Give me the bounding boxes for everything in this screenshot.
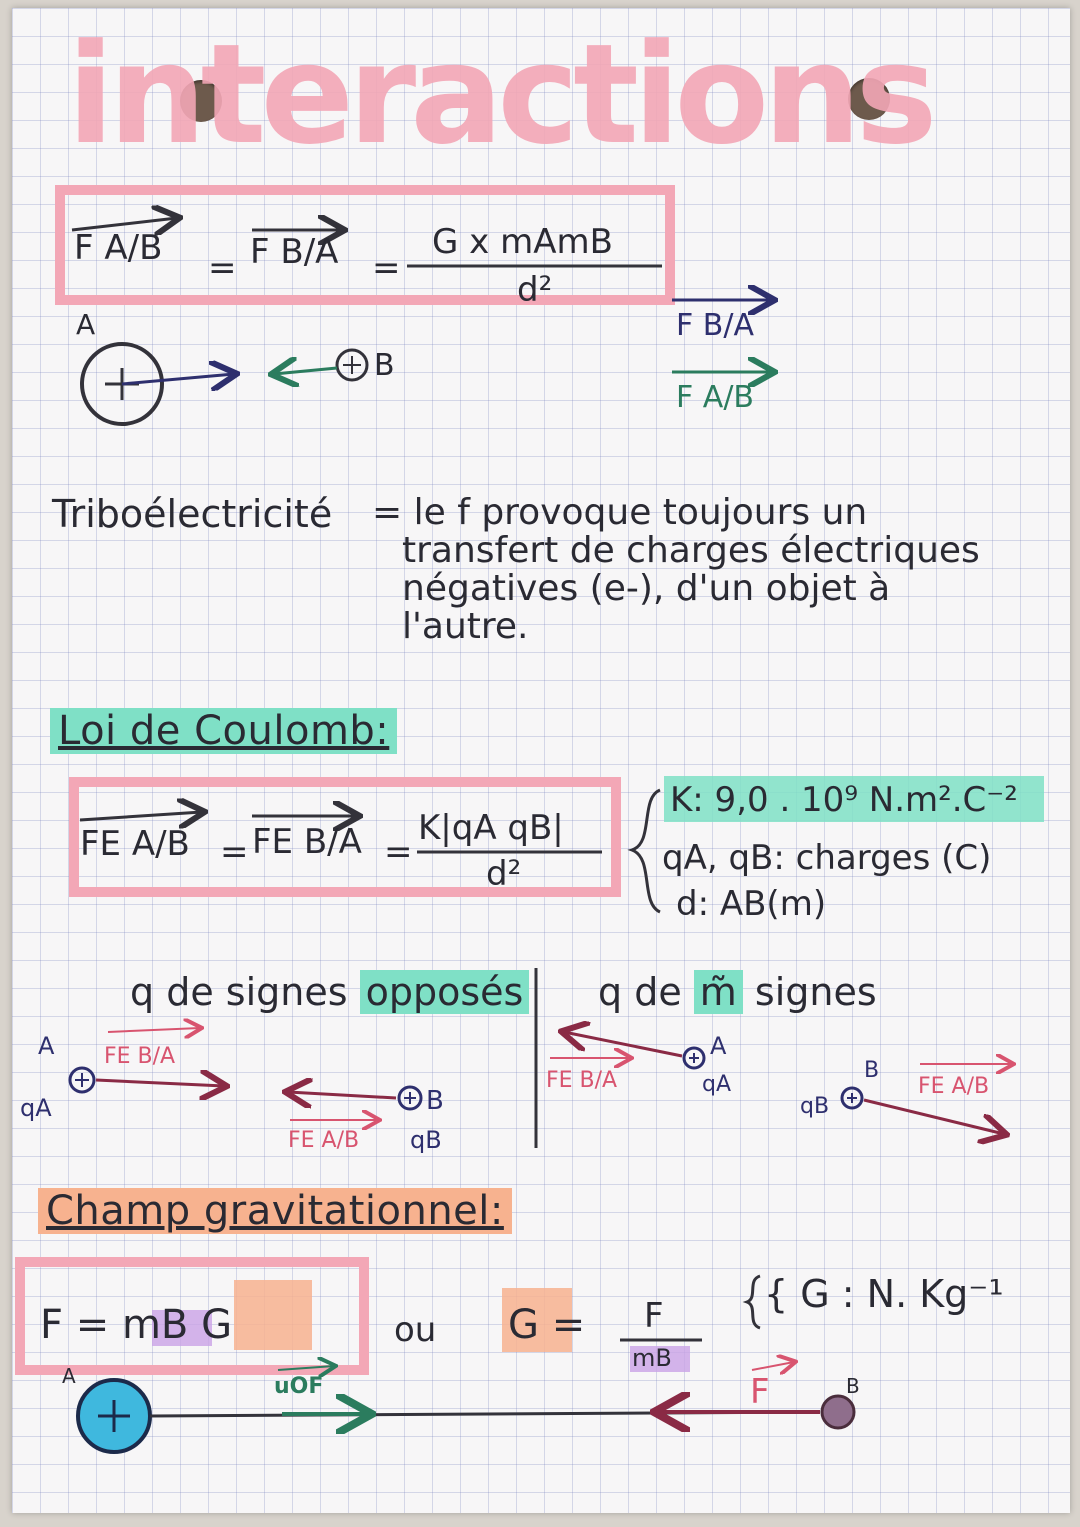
opp-label-b: B	[426, 1086, 444, 1116]
field-unit: { G : N. Kg⁻¹	[764, 1272, 1004, 1316]
tribo-line4: l'autre.	[402, 606, 529, 647]
notebook-page	[12, 8, 1070, 1513]
same-title-highlight: m̃	[694, 970, 743, 1014]
same-label-feba: FE B/A	[546, 1068, 618, 1093]
coulomb-def-d: d: AB(m)	[676, 884, 827, 924]
grav-fba-label: F B/A	[250, 232, 339, 272]
opp-label-a: A	[38, 1032, 55, 1060]
tribo-line3: négatives (e-), d'un objet à	[402, 568, 891, 609]
vector-arrow-feab	[80, 812, 202, 820]
same-label-qa: qA	[702, 1072, 732, 1097]
coulomb-eq1: =	[220, 832, 249, 872]
field-label-uof: uOF	[274, 1374, 324, 1399]
arrow-same-feab	[864, 1100, 1004, 1134]
field-unit-brace	[747, 1276, 760, 1328]
field-label-f: F	[750, 1372, 770, 1412]
tribo-line2: transfert de charges électriques	[402, 530, 980, 571]
tribo-term: Triboélectricité	[52, 492, 333, 536]
opposite-case-title	[130, 970, 529, 1014]
arrow-opposite-feba	[96, 1080, 224, 1086]
coulomb-denominator: d²	[486, 854, 522, 894]
same-label-b: B	[864, 1058, 880, 1083]
same-case-title	[598, 970, 877, 1014]
page-title: interactions	[67, 14, 932, 175]
coulomb-numerator: K|qA qB|	[418, 808, 564, 848]
coulomb-eq2: =	[384, 832, 413, 872]
coulomb-feba: FE B/A	[252, 822, 362, 862]
coulomb-heading: Loi de Coulomb:	[50, 708, 397, 754]
grav-numerator: G x mAmB	[432, 222, 613, 262]
body-b-purple	[822, 1396, 854, 1428]
same-label-feab: FE A/B	[918, 1074, 990, 1099]
grav-label-a: A	[76, 308, 96, 341]
arrow-same-feba	[564, 1032, 682, 1056]
field-formula-right-lhs: G =	[508, 1302, 586, 1348]
field-or: ou	[394, 1310, 437, 1350]
grav-fab-label: F A/B	[74, 228, 163, 268]
opp-label-qb: qB	[410, 1126, 442, 1154]
opposite-title-prefix: q de signes	[130, 970, 348, 1014]
definitions-brace	[632, 790, 660, 912]
arrow-f-ba	[122, 374, 234, 384]
opp-label-qa: qA	[20, 1094, 52, 1122]
grav-eq1: =	[208, 248, 237, 288]
arrow-opposite-feab	[288, 1092, 396, 1098]
legend-fab: F A/B	[676, 380, 755, 415]
coulomb-def-q: qA, qB: charges (C)	[662, 838, 992, 878]
coulomb-feab: FE A/B	[80, 824, 190, 864]
tribo-line1: = le f provoque toujours un	[372, 492, 868, 533]
opposite-title-highlight: opposés	[360, 970, 530, 1014]
legend-fba: F B/A	[676, 308, 755, 343]
arrow-f-ab	[274, 368, 337, 374]
same-label-qb: qB	[800, 1094, 830, 1119]
same-label-a: A	[710, 1032, 727, 1060]
opp-label-feba: FE B/A	[104, 1044, 176, 1069]
field-formula-right-top: F	[644, 1296, 664, 1336]
same-title-prefix: q de	[598, 970, 682, 1014]
grav-denominator: d²	[517, 270, 553, 310]
field-formula-left: F = mB G	[40, 1302, 233, 1348]
coulomb-def-k: K: 9,0 . 10⁹ N.m².C⁻²	[670, 780, 1018, 820]
grav-label-b: B	[374, 348, 395, 383]
field-label-b: B	[846, 1374, 860, 1398]
opp-label-feab: FE A/B	[288, 1128, 360, 1153]
field-heading: Champ gravitationnel:	[38, 1188, 512, 1234]
grav-eq2: =	[372, 248, 401, 288]
same-title-suffix: signes	[754, 970, 877, 1014]
field-formula-right-bottom: mB	[632, 1344, 672, 1372]
field-label-a: A	[62, 1364, 76, 1388]
